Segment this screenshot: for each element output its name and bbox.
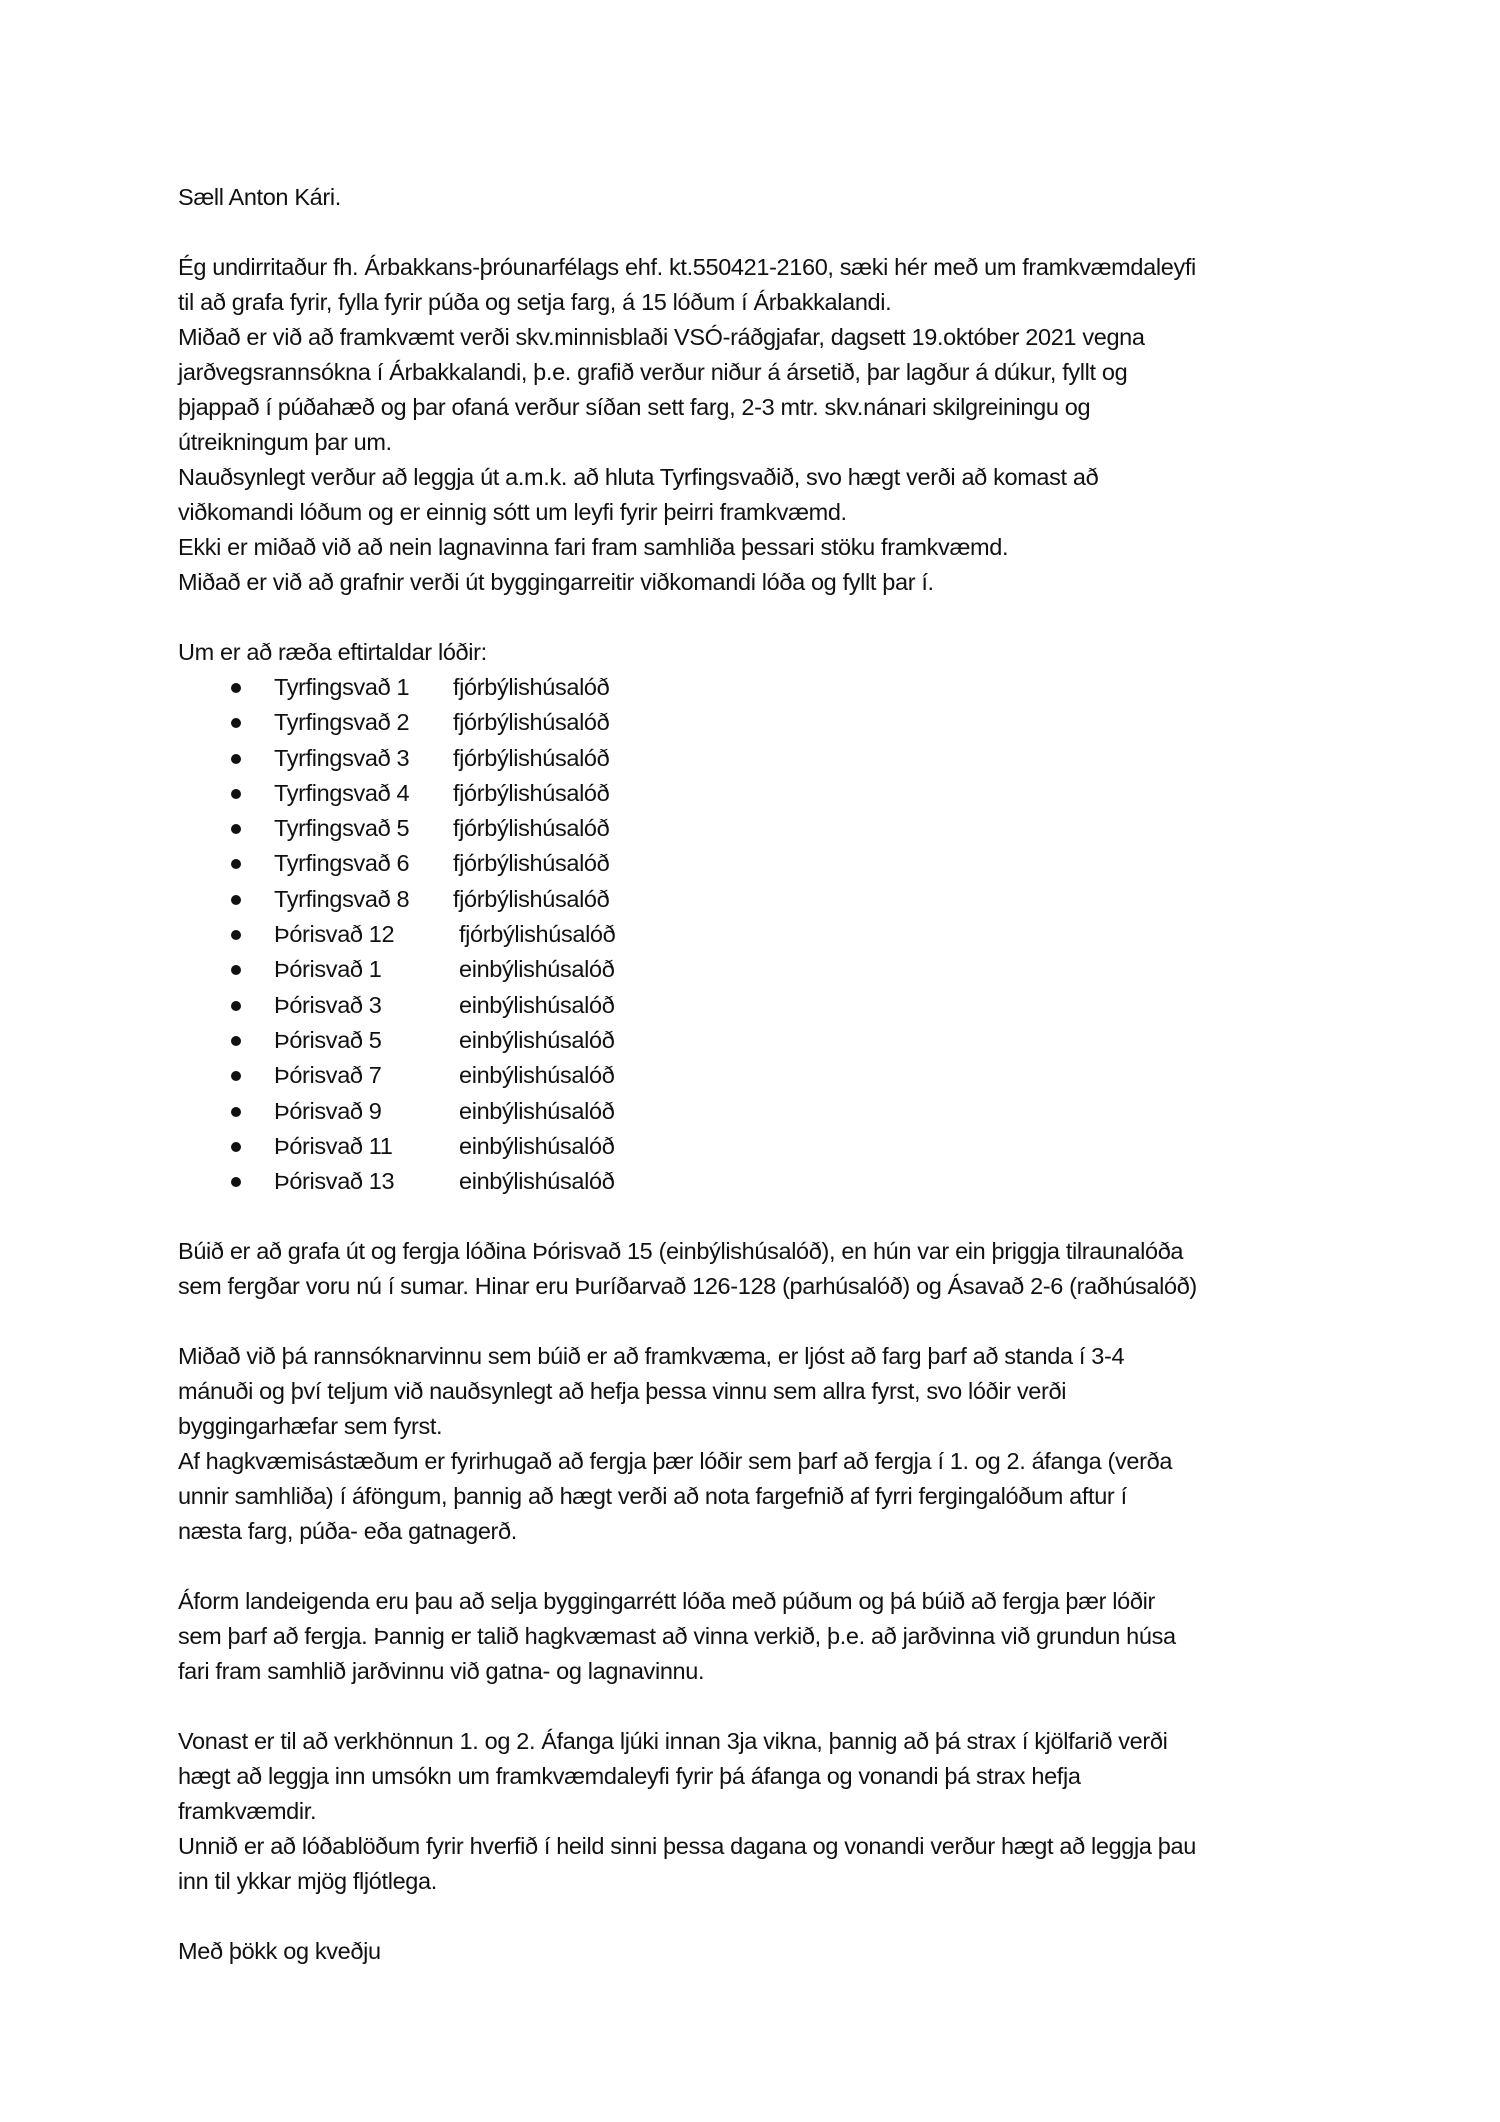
lot-type: fjórbýlishúsalóð [459,921,616,948]
bullet-icon [231,1071,241,1081]
lot-type: einbýlishúsalóð [459,1168,615,1195]
list-item [178,705,1338,740]
text-line: hægt að leggja inn umsókn um framkvæmdaleyfi fyrir þá áfanga og vonandi þá strax hefja [178,1763,1081,1790]
bullet-icon [231,1177,241,1187]
text-line: Vonast er til að verkhönnun 1. og 2. Áfanga ljúki innan 3ja vikna, þannig að þá strax í kjölfarið verði [178,1728,1168,1755]
bullet-icon [231,824,241,834]
lot-type: fjórbýlishúsalóð [453,674,610,700]
trial-lots-paragraph [178,1234,1338,1304]
text-line: útreikningum þar um. [178,429,392,455]
lot-type: fjórbýlishúsalóð [453,744,610,771]
list-item [178,1129,1338,1164]
bullet-icon [231,1142,241,1152]
lot-name: Þórisvað 13 [274,1168,395,1195]
lot-name: Tyrfingsvað 1 [274,674,410,700]
list-item [178,741,1338,776]
bullet-icon [231,789,241,799]
lot-type: fjórbýlishúsalóð [453,779,610,806]
text-line: inn til ykkar mjög fljótlega. [178,1868,437,1895]
lot-name: Þórisvað 11 [274,1132,393,1159]
bullet-icon [231,754,241,764]
lot-name: Tyrfingsvað 3 [274,744,410,771]
text-line: unnir samhliða) í áföngum, þannig að hægt verði að nota fargefnið af fyrri fergingalóðum aftur í [178,1483,1127,1510]
text-line: Áform landeigenda eru þau að selja byggingarrétt lóða með púðum og þá búið að fergja þær lóðir [178,1588,1155,1615]
text-line: Miðað er við að grafnir verði út byggingarreitir viðkomandi lóða og fyllt þar í. [178,569,934,595]
owners-paragraph [178,1584,1338,1689]
research-paragraph [178,1339,1338,1549]
lot-name: Þórisvað 12 [274,921,395,948]
text-line: Miðað er við að framkvæmt verði skv.minnisblaði VSÓ-ráðgjafar, dagsett 19.október 2021 vegna [178,324,1145,350]
lot-type: fjórbýlishúsalóð [453,850,610,877]
text-line: framkvæmdir. [178,1798,317,1825]
lot-name: Tyrfingsvað 2 [274,709,410,736]
salutation: Sæll Anton Kári. [178,184,341,210]
bullet-icon [231,930,241,940]
text-line: Nauðsynlegt verður að leggja út a.m.k. að hluta Tyrfingsvaðið, svo hægt verði að komast að [178,464,1099,490]
list-item [178,1164,1338,1199]
closing-signoff: Með þökk og kveðju [178,1938,381,1965]
lot-type: einbýlishúsalóð [459,1026,615,1053]
list-item [178,670,1338,705]
lot-type: fjórbýlishúsalóð [453,709,610,736]
bullet-icon [231,859,241,869]
text-line: sem þarf að fergja. Þannig er talið hagkvæmast að vinna verkið, þ.e. að jarðvinna við grundun húsa [178,1623,1176,1650]
list-item [178,988,1338,1023]
text-line: Búið er að grafa út og fergja lóðina Þórisvað 15 (einbýlishúsalóð), en hún var ein þriggja tilraunalóða [178,1238,1184,1265]
text-line: til að grafa fyrir, fylla fyrir púða og setja farg, á 15 lóðum í Árbakkalandi. [178,289,892,315]
text-line: Ég undirritaður fh. Árbakkans-þróunarfélags ehf. kt.550421-2160, sæki hér með um framkvæmdaleyfi [178,254,1196,280]
list-item [178,776,1338,811]
text-line: þjappað í púðahæð og þar ofaná verður síðan sett farg, 2-3 mtr. skv.nánari skilgreiningu og [178,394,1091,420]
lot-name: Tyrfingsvað 8 [274,885,410,912]
text-line: jarðvegsrannsókna í Árbakkalandi, þ.e. grafið verður niður á ársetið, þar lagður á dúkur, fyllt og [178,359,1128,385]
lot-name: Þórisvað 1 [274,956,382,983]
lot-type: einbýlishúsalóð [459,956,615,983]
bullet-icon [231,683,241,693]
text-line: Miðað við þá rannsóknarvinnu sem búið er að framkvæma, er ljóst að farg þarf að standa í 3-4 [178,1343,1125,1370]
lot-type: einbýlishúsalóð [459,1097,615,1124]
bullet-icon [231,718,241,728]
text-line: Ekki er miðað við að nein lagnavinna fari fram samhliða þessari stöku framkvæmd. [178,534,1009,560]
lot-type: fjórbýlishúsalóð [453,815,610,842]
lot-type: einbýlishúsalóð [459,1132,615,1159]
text-line: Unnið er að lóðablöðum fyrir hverfið í heild sinni þessa dagana og vonandi verður hægt að leggja þau [178,1833,1196,1860]
list-item [178,1094,1338,1129]
list-item [178,917,1338,952]
text-line: sem fergðar voru nú í sumar. Hinar eru Þuríðarvað 126-128 (parhúsalóð) og Ásavað 2-6 (raðhúsalóð) [178,1273,1197,1300]
text-line: viðkomandi lóðum og er einnig sótt um leyfi fyrir þeirri framkvæmd. [178,499,847,525]
list-item [178,952,1338,987]
bullet-icon [231,965,241,975]
lot-name: Tyrfingsvað 4 [274,779,410,806]
lot-type: einbýlishúsalóð [459,991,615,1018]
lot-name: Þórisvað 5 [274,1026,382,1053]
text-line: Af hagkvæmisástæðum er fyrirhugað að fergja þær lóðir sem þarf að fergja í 1. og 2. áfanga (verða [178,1448,1173,1475]
lot-name: Tyrfingsvað 6 [274,850,410,877]
lot-list [178,670,1338,1199]
list-item [178,1058,1338,1093]
text-line: byggingarhæfar sem fyrst. [178,1413,443,1440]
list-heading: Um er að ræða eftirtaldar lóðir: [178,639,487,665]
text-line: mánuði og því teljum við nauðsynlegt að hefja þessa vinnu sem allra fyrst, svo lóðir verði [178,1378,1067,1405]
bullet-icon [231,895,241,905]
lot-type: fjórbýlishúsalóð [453,885,610,912]
lot-name: Tyrfingsvað 5 [274,815,410,842]
spacer [178,1199,1338,1234]
lot-name: Þórisvað 9 [274,1097,382,1124]
list-item [178,846,1338,881]
spacer [178,600,1338,635]
lot-type: einbýlishúsalóð [459,1062,615,1089]
lot-name: Þórisvað 3 [274,991,382,1018]
spacer [178,1304,1338,1339]
bullet-icon [231,1107,241,1117]
bullet-icon [231,1036,241,1046]
text-line: næsta farg, púða- eða gatnagerð. [178,1518,517,1545]
hope-paragraph [178,1724,1338,1899]
list-item [178,811,1338,846]
text-line: fari fram samhlið jarðvinnu við gatna- og lagnavinnu. [178,1658,705,1685]
spacer [178,1549,1338,1584]
list-item [178,882,1338,917]
spacer [178,1689,1338,1724]
intro-paragraph [178,250,1338,600]
letter-body [178,180,1338,1969]
lot-name: Þórisvað 7 [274,1062,382,1089]
bullet-icon [231,1001,241,1011]
list-item [178,1023,1338,1058]
